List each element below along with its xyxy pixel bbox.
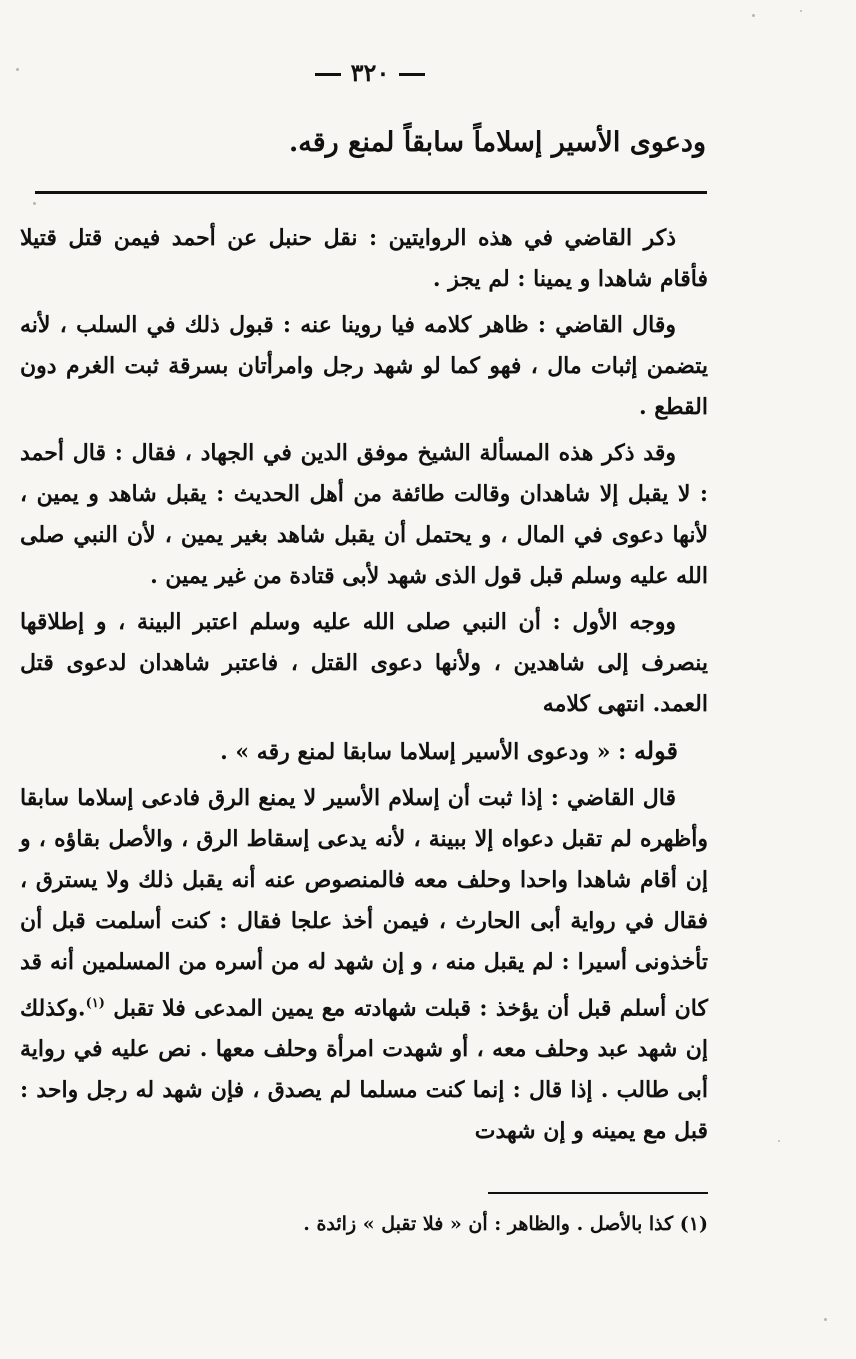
page-number-value: ٣٢٠ bbox=[350, 58, 390, 87]
paper-speck bbox=[778, 1140, 780, 1142]
qawl-quote bbox=[20, 730, 708, 773]
paper-speck bbox=[824, 1318, 827, 1321]
qawl-text: : « ودعوى الأسير إسلاما سابقا لمنع رقه » . bbox=[220, 739, 627, 765]
paragraph: وقد ذكر هذه المسألة الشيخ موفق الدين في الجهاد ، فقال : قال أحمد : لا يقبل إلا شاهدان وقالت طائفة من أهل الحديث : يقبل شاهد و يمين ، لأنها دعوى في المال ، و يحتمل أن يقبل شاهد بغير يمين ، لأن النبي صلى الله عليه وسلم قبل قول الذى شهد لأبى قتادة من غير يمين . bbox=[20, 440, 708, 589]
page-number bbox=[0, 58, 740, 87]
paragraph: ووجه الأول : أن النبي صلى الله عليه وسلم اعتبر البينة ، و إطلاقها ينصرف إلى شاهدين ، ولأنها دعوى القتل ، فاعتبر شاهدان لدعوى قتل العمد. انتهى كلامه bbox=[20, 609, 708, 717]
paper-speck bbox=[752, 14, 755, 17]
dash-left bbox=[315, 73, 341, 76]
paragraph bbox=[20, 778, 708, 1152]
paragraph-text: .وكذلك إن شهد عبد وحلف معه ، أو شهدت امرأة وحلف معها . نص عليه في رواية أبى طالب . إذا قال : إنما كنت مسلما لم يصدق ، فإن شهد له رجل واحد : قبل مع يمينه و إن شهدت bbox=[20, 995, 708, 1145]
qawl-label: قوله bbox=[633, 736, 678, 765]
paragraph: ذكر القاضي في هذه الروايتين : نقل حنبل عن أحمد فيمن قتل قتيلا فأقام شاهدا و يمينا : لم يجز . bbox=[20, 225, 708, 292]
paragraph: وقال القاضي : ظاهر كلامه فيا روينا عنه : قبول ذلك في السلب ، لأنه يتضمن إثبات مال ، فهو كما لو شهد رجل وامرأتان بسرقة ثبت الغرم دون القطع . bbox=[20, 312, 708, 420]
paragraph-text: قال القاضي : إذا ثبت أن إسلام الأسير لا يمنع الرق فادعى إسلاما سابقا وأظهره لم تقبل دعواه إلا ببينة ، لأنه يدعى إسقاط الرق ، والأصل بقاؤه ، و إن أقام شاهدا واحدا وحلف معه فالمنصوص عنه أنه يقبل ذلك ولا يسترق ، فقال في رواية أبى الحارث ، فيمن أخذ علجا فقال : كنت أسلمت قبل أن تأخذونى أسيرا : لم يقبل منه ، و إن شهد له من أسره من المسلمين أنه قد كان أسلم قبل أن يؤخذ : قبلت شهادته مع يمين المدعى فلا تقبل bbox=[20, 785, 708, 1022]
footnote-rule bbox=[488, 1192, 708, 1194]
dash-right bbox=[399, 73, 425, 76]
header-rule bbox=[35, 191, 707, 194]
paper-speck bbox=[33, 202, 36, 205]
footnote-marker: (١) bbox=[85, 996, 105, 1011]
footnote: (١) كذا بالأصل . والظاهر : أن « فلا تقبل » زائدة . bbox=[303, 1213, 708, 1235]
paper-speck bbox=[800, 10, 802, 12]
commentary-body bbox=[20, 218, 708, 1157]
matn-heading: ودعوى الأسير إسلاماً سابقاً لمنع رقه. bbox=[288, 127, 706, 158]
